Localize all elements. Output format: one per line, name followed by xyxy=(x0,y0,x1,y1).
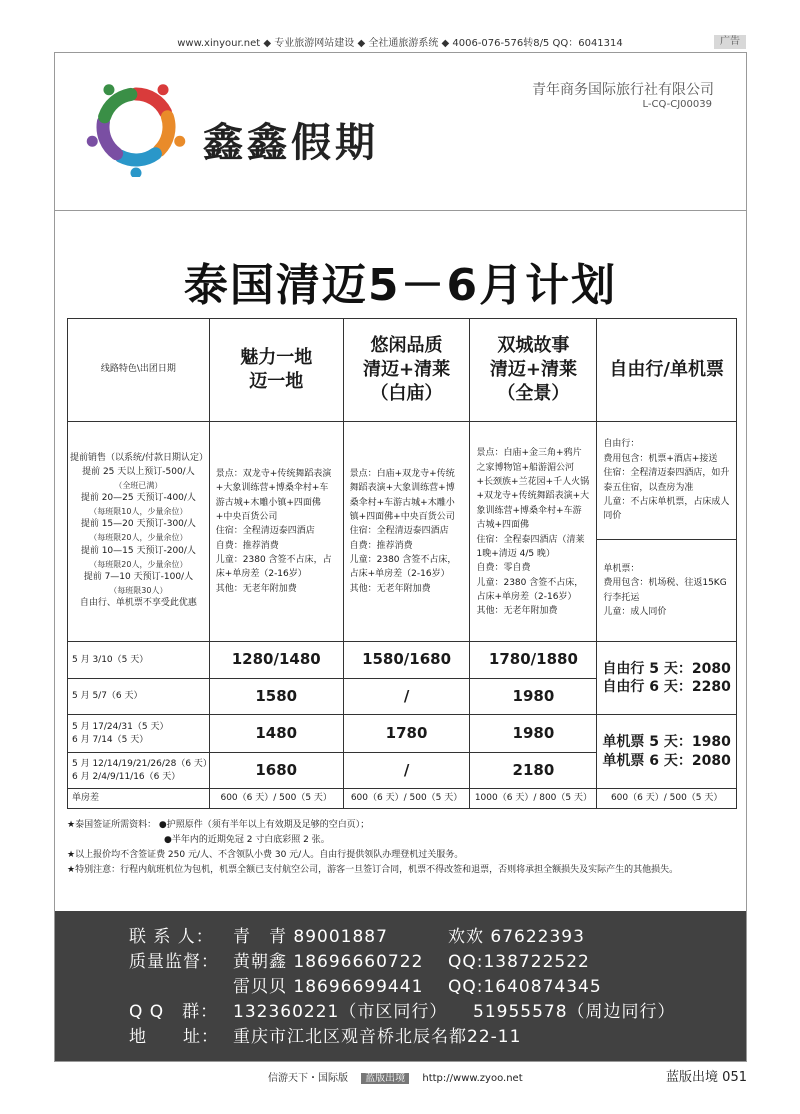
col-header-2: 悠闲品质 清迈+清莱 （白庙） xyxy=(343,319,470,422)
price-cell: 1980 xyxy=(470,679,597,715)
supervision-row-2: 雷贝贝 18696699441 QQ:1640874345 xyxy=(233,977,602,997)
page-number: 蓝版出境 051 xyxy=(666,1070,747,1085)
notes xyxy=(67,818,737,878)
brand-logo-icon xyxy=(83,77,189,177)
price-cell: 1780/1880 xyxy=(470,642,597,679)
supervision-row: 质量监督： 黄朝鑫 18696660722 QQ:138722522 xyxy=(129,952,590,972)
price-cell: 1480 xyxy=(209,715,343,753)
supplement-cell: 1000（6 天）/ 800（5 天） xyxy=(470,789,597,809)
header xyxy=(55,53,746,211)
details-row xyxy=(68,422,737,540)
qq-group-row: Q Q 群： 132360221（市区同行） 51955578（周边同行） xyxy=(129,1002,676,1022)
advert-frame xyxy=(54,52,747,1062)
route-2-details: 景点：白庙+双龙寺+传统舞蹈表演+大象训练营+博桑伞村+车游古城+木雕小镇+四面佛+中央百货公司 住宿：全程清迈泰四酒店 自费：推荐消费 儿童：2380 含签不占床，占床+单房差（2-16岁） 其他：无老年附加费 xyxy=(343,422,470,642)
departure-date: 5 月 5/7（6 天） xyxy=(68,679,210,715)
corner-header: 线路特色\出团日期 xyxy=(68,319,210,422)
single-supplement-row xyxy=(68,789,737,809)
price-cell: 1980 xyxy=(470,715,597,753)
address-row: 地 址： 重庆市江北区观音桥北辰名都22-11 xyxy=(129,1027,522,1047)
ticket-details: 单机票： 费用包含：机场税、往返15KG行李托运 儿童：成人同价 xyxy=(597,540,737,642)
route-1-details: 景点：双龙寺+传统舞蹈表演+大象训练营+博桑伞村+车游古城+木雕小镇+四面佛+中央百货公司 住宿：全程清迈泰四酒店 自费：推荐消费 儿童：2380 含签不占床，占床+单房差（2-16岁） 其他：无老年附加费 xyxy=(209,422,343,642)
bottom-tag: 蓝版出境 xyxy=(361,1073,409,1084)
price-cell: / xyxy=(343,753,470,789)
contact-footer xyxy=(55,911,746,1061)
license-number: L-CQ-CJ00039 xyxy=(642,99,712,110)
supplement-cell: 600（6 天）/ 500（5 天） xyxy=(597,789,737,809)
ad-label: 广告 xyxy=(714,35,746,49)
departure-date: 5 月 12/14/19/21/26/28（6 天） 6 月 2/4/9/11/16（6 天） xyxy=(68,753,210,789)
page-title: 泰国清迈5－6月计划 xyxy=(183,260,618,311)
departure-date: 5 月 3/10（5 天） xyxy=(68,642,210,679)
price-cell: 1280/1480 xyxy=(209,642,343,679)
note-fees: ★以上报价均不含签证费 250 元/人、不含领队小费 30 元/人。自由行提供领队办理登机过关服务。 xyxy=(67,850,464,860)
col-header-4: 自由行/单机票 xyxy=(597,319,737,422)
top-ad-bar xyxy=(0,34,800,52)
contact-row: 联 系 人： 青 青 89001887 欢欢 67622393 xyxy=(129,927,585,947)
supplement-cell: 600（6 天）/ 500（5 天） xyxy=(209,789,343,809)
single-supplement-label: 单房差 xyxy=(68,789,210,809)
free-travel-details: 自由行： 费用包含：机票+酒店+接送 住宿：全程清迈泰四酒店，如升泰五住宿，以查房为准 儿童：不占床单机票，占床成人同价 xyxy=(597,422,737,540)
departure-date: 5 月 17/24/31（5 天） 6 月 7/14（5 天） xyxy=(68,715,210,753)
table-row xyxy=(68,715,737,753)
table-header-row xyxy=(68,319,737,422)
bottom-url[interactable]: http://www.zyoo.net xyxy=(422,1073,523,1084)
company-name: 青年商务国际旅行社有限公司 xyxy=(532,82,714,98)
col-header-3: 双城故事 清迈+清莱 （全景） xyxy=(470,319,597,422)
advance-sale-info: 提前销售（以系统/付款日期认定） 提前 25 天以上预订-500/人 （全班已满） 提前 20—25 天预订-400/人 （每班限10人，少量余位） 提前 15—20 天预订-300/人 （每班限20人，少量余位） 提前 10—15 天预订-200/人 （每班限20人，少量余位） 提前 7—10 天预订-100/人 （每班限30人） 自由行、单机票不享受此优惠 xyxy=(68,422,210,642)
top-ad-text: www.xinyour.net ◆ 专业旅游网站建设 ◆ 全社通旅游系统 ◆ 4006-076-576转8/5 QQ：6041314 xyxy=(177,38,623,49)
price-cell: 1580 xyxy=(209,679,343,715)
price-cell: 1680 xyxy=(209,753,343,789)
bottom-left-text: 信游天下・国际版 xyxy=(268,1073,348,1084)
note-special: ★特别注意：行程内航班机位为包机，机票全额已支付航空公司，游客一旦签订合同，机票不得改签和退票，否则将承担全额损失及实际产生的其他损失。 xyxy=(67,865,679,875)
ticket-prices: 单机票 5 天：1980 单机票 6 天：2080 xyxy=(597,715,737,789)
brand-name: 鑫鑫假期 xyxy=(203,120,379,166)
route-3-details: 景点：白庙+金三角+鸦片之家博物馆+船游湄公河+长颈族+兰花园+千人火锅+双龙寺+传统舞蹈表演+大象训练营+博桑伞村+车游古城+四面佛 住宿：全程泰四酒店（清莱 1晚+清迈 4/5 晚） 自费：零自费 儿童：2380 含签不占床，占床+单房差（2-16岁） 其他：无老年附加费 xyxy=(470,422,597,642)
free-travel-prices: 自由行 5 天：2080 自由行 6 天：2280 xyxy=(597,642,737,715)
price-cell: 1780 xyxy=(343,715,470,753)
note-visa: ★泰国签证所需资料： ●护照原件（须有半年以上有效期及足够的空白页）； xyxy=(67,820,370,830)
bottom-bar xyxy=(0,1066,800,1086)
price-cell: 2180 xyxy=(470,753,597,789)
price-cell: 1580/1680 xyxy=(343,642,470,679)
price-cell: / xyxy=(343,679,470,715)
col-header-1: 魅力一地 迈一地 xyxy=(209,319,343,422)
price-table xyxy=(67,318,737,809)
note-photo: ●半年内的近期免冠 2 寸白底彩照 2 张。 xyxy=(164,835,330,845)
supplement-cell: 600（6 天）/ 500（5 天） xyxy=(343,789,470,809)
table-row xyxy=(68,642,737,679)
